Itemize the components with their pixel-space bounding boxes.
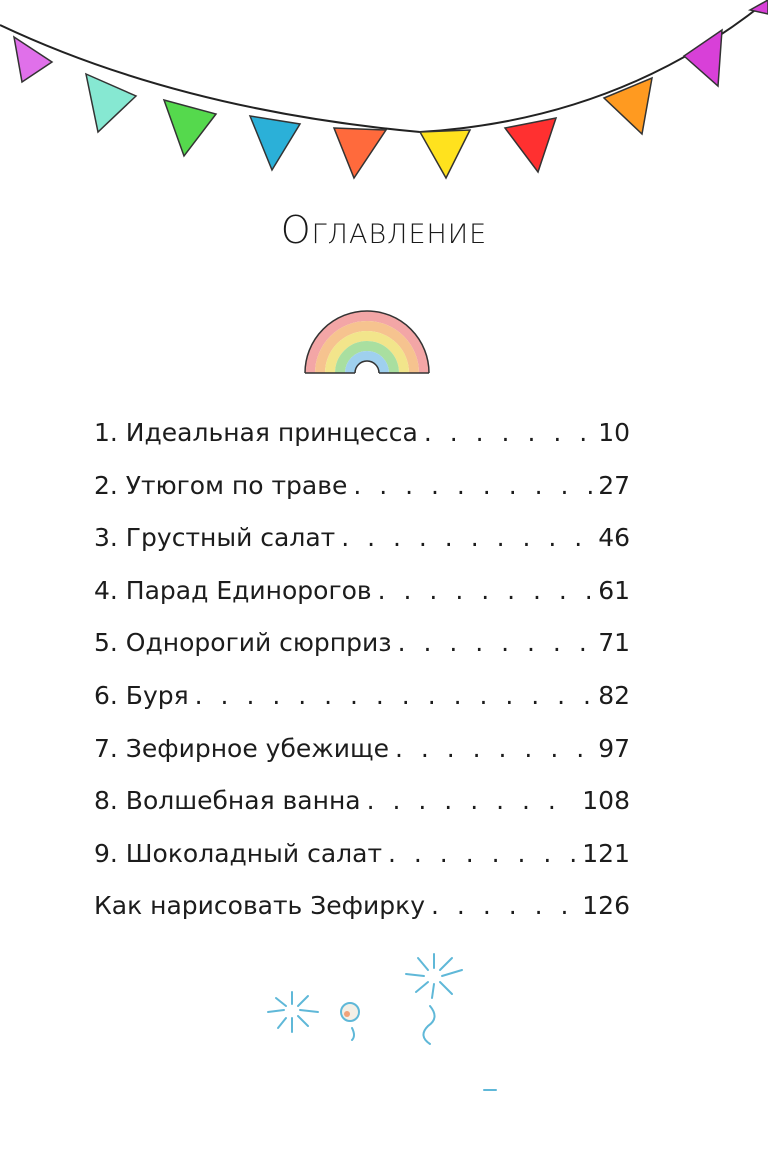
toc-item[interactable] [94,734,630,787]
flag-aqua [86,74,136,132]
toc-item-page: 82 [598,680,630,710]
toc-item[interactable] [94,891,630,944]
toc-item-page: 108 [582,786,630,816]
toc-leader-dots [395,734,592,763]
toc-item-page: 97 [598,733,630,763]
toc-item-title: 5. Однорогий сюрприз [94,628,392,658]
flag-orange-red [334,128,386,178]
toc-item-page: 121 [582,838,630,868]
toc-item-page: 46 [598,523,630,553]
toc-item[interactable] [94,523,630,576]
sparkle-doodle-icon [0,940,768,1100]
toc-leader-dots [367,786,577,815]
toc-leader-dots [353,471,592,500]
toc-item-title: 1. Идеальная принцесса [94,418,418,447]
toc-item-page: 71 [598,628,630,658]
toc-item[interactable] [94,471,630,524]
flag-green [164,100,216,156]
toc-leader-dots [195,681,593,710]
flag-yellow [420,130,470,178]
flag-purple [684,30,722,86]
table-of-contents [94,418,630,944]
toc-item-title: 7. Зефирное убежище [94,733,389,763]
toc-item-title: 6. Буря [94,680,189,710]
toc-item-title: 4. Парад Единорогов [94,575,372,605]
toc-item-title: 2. Утюгом по траве [94,470,348,500]
toc-item-page: 126 [582,891,630,921]
toc-item[interactable] [94,628,630,681]
toc-item-page: 10 [598,418,630,447]
toc-leader-dots [431,891,576,920]
page-title: Оглавление [280,208,488,252]
toc-item[interactable] [94,839,630,892]
toc-item-title: 9. Шоколадный салат [94,838,383,868]
toc-item-title: 8. Волшебная ванна [94,786,361,816]
flag-orange [604,78,652,134]
toc-item-title: Как нарисовать Зефирку [94,891,426,921]
flag-red [505,118,556,172]
toc-leader-dots [388,839,576,868]
toc-leader-dots [424,418,592,447]
toc-item[interactable] [94,576,630,629]
flag-blue [250,116,300,170]
toc-leader-dots [398,628,593,657]
toc-item-title: 3. Грустный салат [94,523,336,553]
bunting-flags-icon [0,0,768,200]
rainbow-icon [304,305,430,377]
toc-item[interactable] [94,418,630,471]
toc-item-page: 27 [598,470,630,500]
toc-leader-dots [341,523,592,552]
toc-item-page: 61 [598,575,630,605]
toc-item[interactable] [94,681,630,734]
toc-leader-dots [378,576,593,605]
toc-item[interactable] [94,786,630,839]
flag-magenta [14,37,52,82]
